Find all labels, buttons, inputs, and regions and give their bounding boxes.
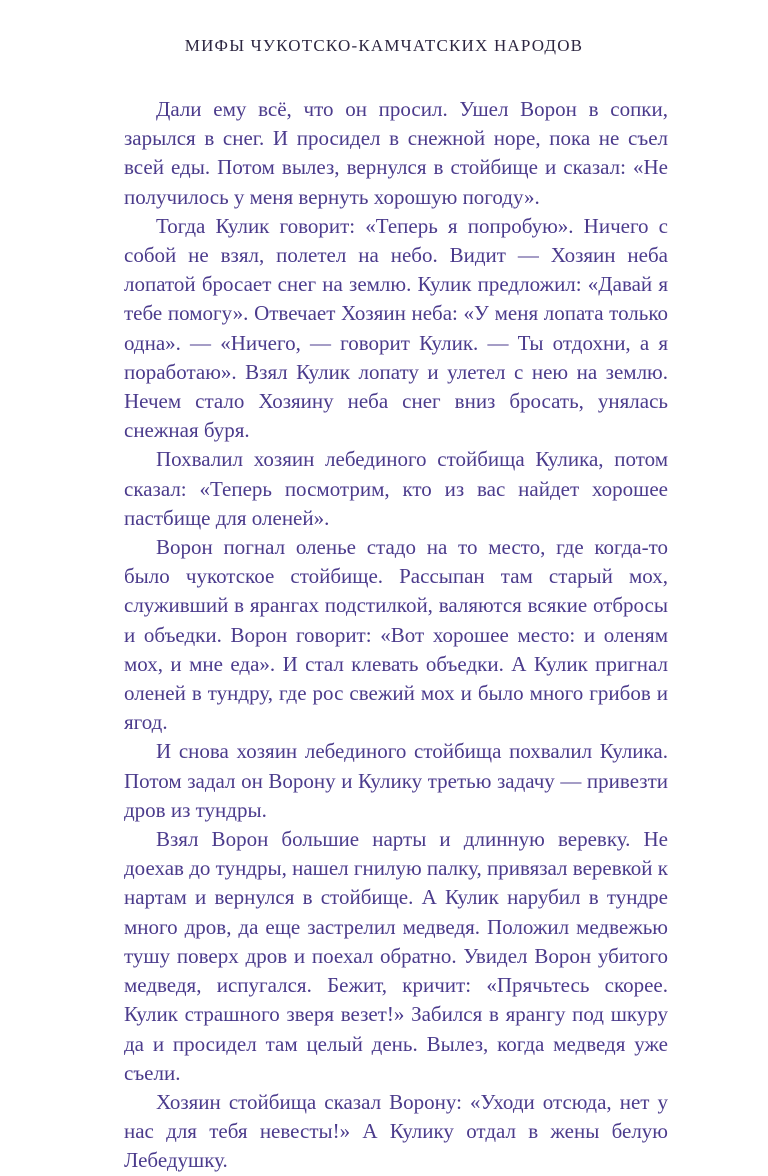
- paragraph-3: Похвалил хозяин лебединого стойбища Кулика, потом сказал: «Теперь посмотрим, кто из вас найдет хорошее пастбище для оленей».: [124, 447, 668, 530]
- paragraph-4: Ворон погнал оленье стадо на то место, где когда-то было чукотское стойбище. Рассыпан там старый мох, служивший в ярангах подстилкой, валяются всякие отбросы и объедки. Ворон говорит: «Вот хорошее место: и оленям мох, и мне еда». И стал клевать объедки. А Кулик пригнал оленей в тундру, где рос свежий мох и было много грибов и ягод.: [124, 535, 668, 735]
- paragraph-1: Дали ему всё, что он просил. Ушел Ворон в сопки, зарылся в снег. И просидел в снежной норе, пока не съел всей еды. Потом вылез, вернулся в стойбище и сказал: «Не получилось у меня вернуть хорошую погоду».: [124, 97, 668, 209]
- body-text: [124, 95, 668, 1176]
- running-head: МИФЫ ЧУКОТСКО-КАМЧАТСКИХ НАРОДОВ: [184, 36, 584, 55]
- paragraph-6: Взял Ворон большие нарты и длинную веревку. Не доехав до тундры, нашел гнилую палку, привязал веревкой к нартам и вернулся в стойбище. А Кулик нарубил в тундре много дров, да еще застрелил медведя. Положил медвежью тушу поверх дров и поехал обратно. Увидел Ворон убитого медведя, испугался. Бежит, кричит: «Прячьтесь скорее. Кулик страшного зверя везет!» Забился в ярангу под шкуру да и просидел там целый день. Вылез, когда медведя уже съели.: [124, 827, 668, 1085]
- paragraph-2: Тогда Кулик говорит: «Теперь я попробую». Ничего с собой не взял, полетел на небо. Видит — Хозяин неба лопатой бросает снег на землю. Кулик предложил: «Давай я тебе помогу». Отвечает Хозяин неба: «У меня лопата только одна». — «Ничего, — говорит Кулик. — Ты отдохни, а я поработаю». Взял Кулик лопату и улетел с нею на землю. Нечем стало Хозяину неба снег вниз бросать, унялась снежная буря.: [124, 213, 668, 443]
- paragraph-7: Хозяин стойбища сказал Ворону: «Уходи отсюда, нет у нас для тебя невесты!» А Кулику отдал в жены белую Лебедушку.: [124, 1089, 668, 1173]
- paragraph-5: И снова хозяин лебединого стойбища похвалил Кулика. Потом задал он Ворону и Кулику третью задачу — привезти дров из тундры.: [124, 739, 668, 822]
